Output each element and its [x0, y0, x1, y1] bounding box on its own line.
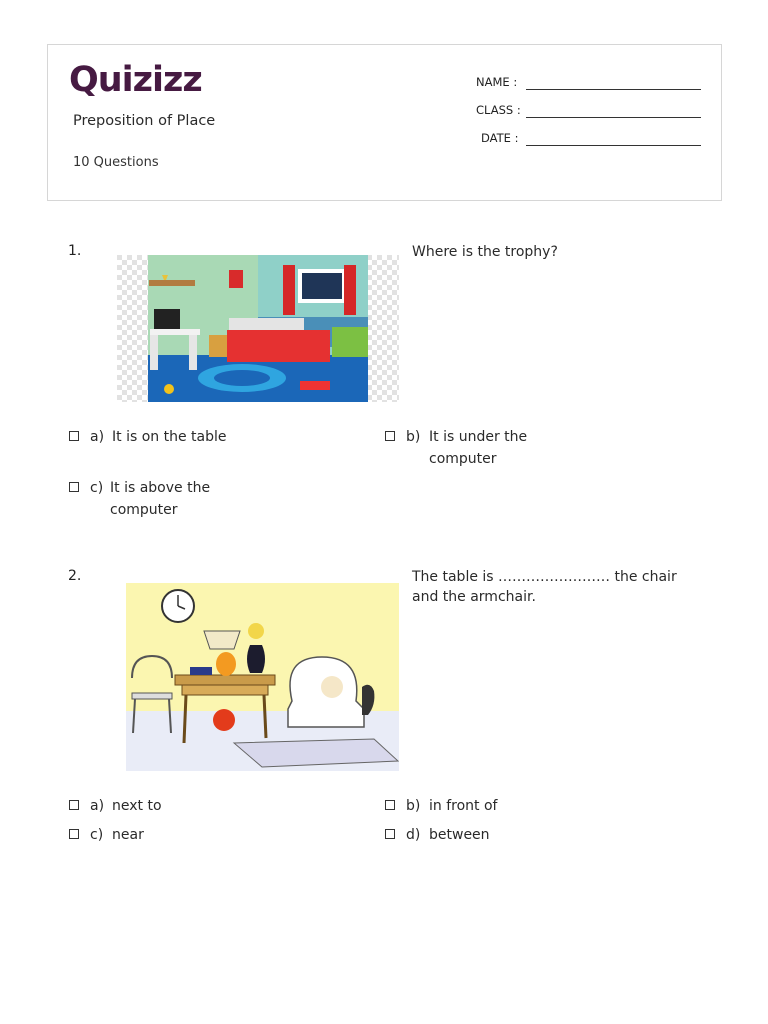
option-text: next to	[112, 798, 162, 814]
checkbox[interactable]	[69, 800, 79, 810]
svg-text:Quizizz: Quizizz	[69, 60, 202, 98]
option-letter: d)	[406, 827, 421, 843]
question-count: 10 Questions	[73, 155, 159, 170]
name-line[interactable]	[526, 89, 701, 90]
question-number: 2.	[68, 568, 82, 584]
option-text: between	[429, 827, 490, 843]
option-text: in front of	[429, 798, 498, 814]
date-line[interactable]	[526, 145, 701, 146]
option-text: It is on the table	[112, 429, 227, 445]
name-label: NAME :	[476, 75, 518, 89]
bedroom-illustration	[117, 255, 399, 402]
class-field[interactable]	[458, 103, 708, 119]
option-letter: b)	[406, 798, 421, 814]
option-letter: a)	[90, 798, 105, 814]
option-letter: c)	[90, 480, 104, 496]
question-number: 1.	[68, 243, 82, 259]
name-field[interactable]	[458, 75, 708, 91]
worksheet-header	[47, 44, 722, 201]
option-letter: c)	[90, 827, 104, 843]
option-text: It is above the computer	[110, 480, 211, 518]
option-letter: b)	[406, 429, 421, 445]
checkbox[interactable]	[385, 800, 395, 810]
date-field[interactable]	[458, 131, 708, 147]
quizizz-logo	[69, 60, 204, 98]
worksheet-title: Preposition of Place	[73, 113, 216, 129]
class-label: CLASS :	[476, 103, 521, 117]
checkbox[interactable]	[69, 829, 79, 839]
checkbox[interactable]	[69, 431, 79, 441]
option-text: near	[112, 827, 144, 843]
question-text: Where is the trophy?	[412, 244, 558, 260]
class-line[interactable]	[526, 117, 701, 118]
checkbox[interactable]	[385, 829, 395, 839]
checkbox[interactable]	[385, 431, 395, 441]
option-text: It is under the computer	[429, 429, 528, 467]
date-label: DATE :	[481, 131, 519, 145]
living-room-illustration	[126, 583, 399, 771]
option-letter: a)	[90, 429, 105, 445]
question-text: The table is …………………… the chair and the armchair.	[412, 569, 677, 605]
checkbox[interactable]	[69, 482, 79, 492]
